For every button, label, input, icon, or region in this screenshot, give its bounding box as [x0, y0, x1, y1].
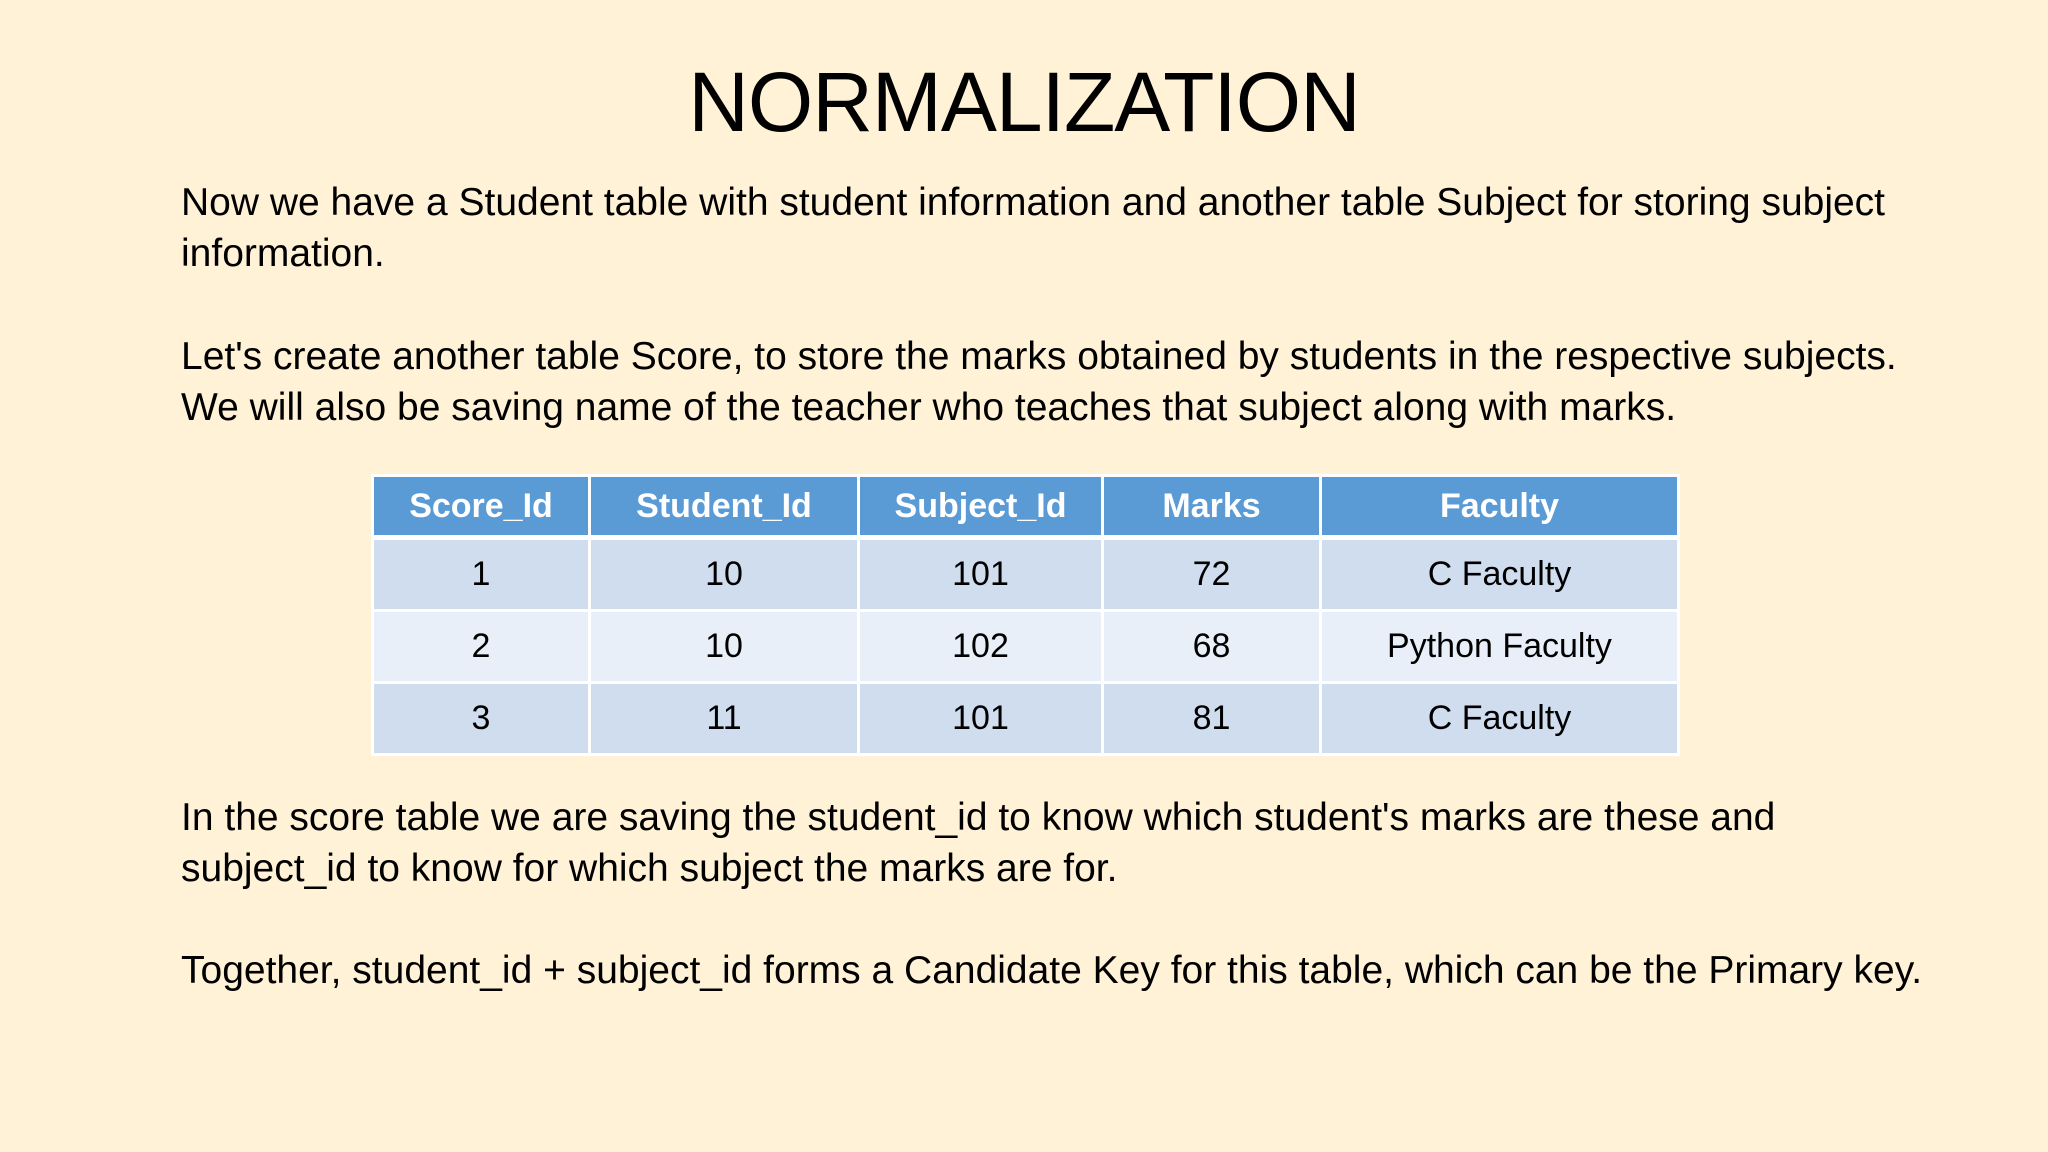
table-cell: 101 — [859, 538, 1103, 611]
table-cell: 3 — [373, 683, 590, 755]
column-header-score-id: Score_Id — [373, 476, 590, 538]
table-cell: 10 — [590, 611, 859, 683]
paragraph-line: Now we have a Student table with student information and another table Subject for storing subject — [181, 181, 1886, 224]
table-cell: 68 — [1103, 611, 1321, 683]
table-cell: 102 — [859, 611, 1103, 683]
paragraph-line: In the score table we are saving the student_id to know which student's marks are these and — [181, 796, 1776, 839]
table-cell: 2 — [373, 611, 590, 683]
intro-paragraph — [181, 177, 1941, 279]
table-cell: 101 — [859, 683, 1103, 755]
paragraph-line: Together, student_id + subject_id forms a Candidate Key for this table, which can be the Primary key. — [181, 949, 1923, 992]
column-header-faculty: Faculty — [1321, 476, 1679, 538]
candidate-key-paragraph — [181, 945, 2021, 996]
paragraph-line: Let's create another table Score, to store the marks obtained by students in the respective subjects. — [181, 335, 1897, 378]
column-header-subject-id: Subject_Id — [859, 476, 1103, 538]
paragraph-line: We will also be saving name of the teacher who teaches that subject along with marks. — [181, 386, 1677, 429]
table-cell: C Faculty — [1321, 538, 1679, 611]
score-table-paragraph — [181, 331, 1941, 433]
table-cell: 10 — [590, 538, 859, 611]
table-cell: 81 — [1103, 683, 1321, 755]
table-cell: C Faculty — [1321, 683, 1679, 755]
score-table — [371, 474, 1680, 756]
table-cell: Python Faculty — [1321, 611, 1679, 683]
column-header-marks: Marks — [1103, 476, 1321, 538]
table-row — [373, 538, 1679, 611]
paragraph-line: information. — [181, 232, 385, 275]
table-cell: 11 — [590, 683, 859, 755]
table-row — [373, 611, 1679, 683]
column-header-student-id: Student_Id — [590, 476, 859, 538]
paragraph-line: subject_id to know for which subject the marks are for. — [181, 847, 1118, 890]
slide-title: NORMALIZATION — [688, 55, 1360, 149]
explanation-paragraph — [181, 792, 1941, 894]
table-row — [373, 683, 1679, 755]
table-cell: 72 — [1103, 538, 1321, 611]
table-header-row — [373, 476, 1679, 538]
table-cell: 1 — [373, 538, 590, 611]
